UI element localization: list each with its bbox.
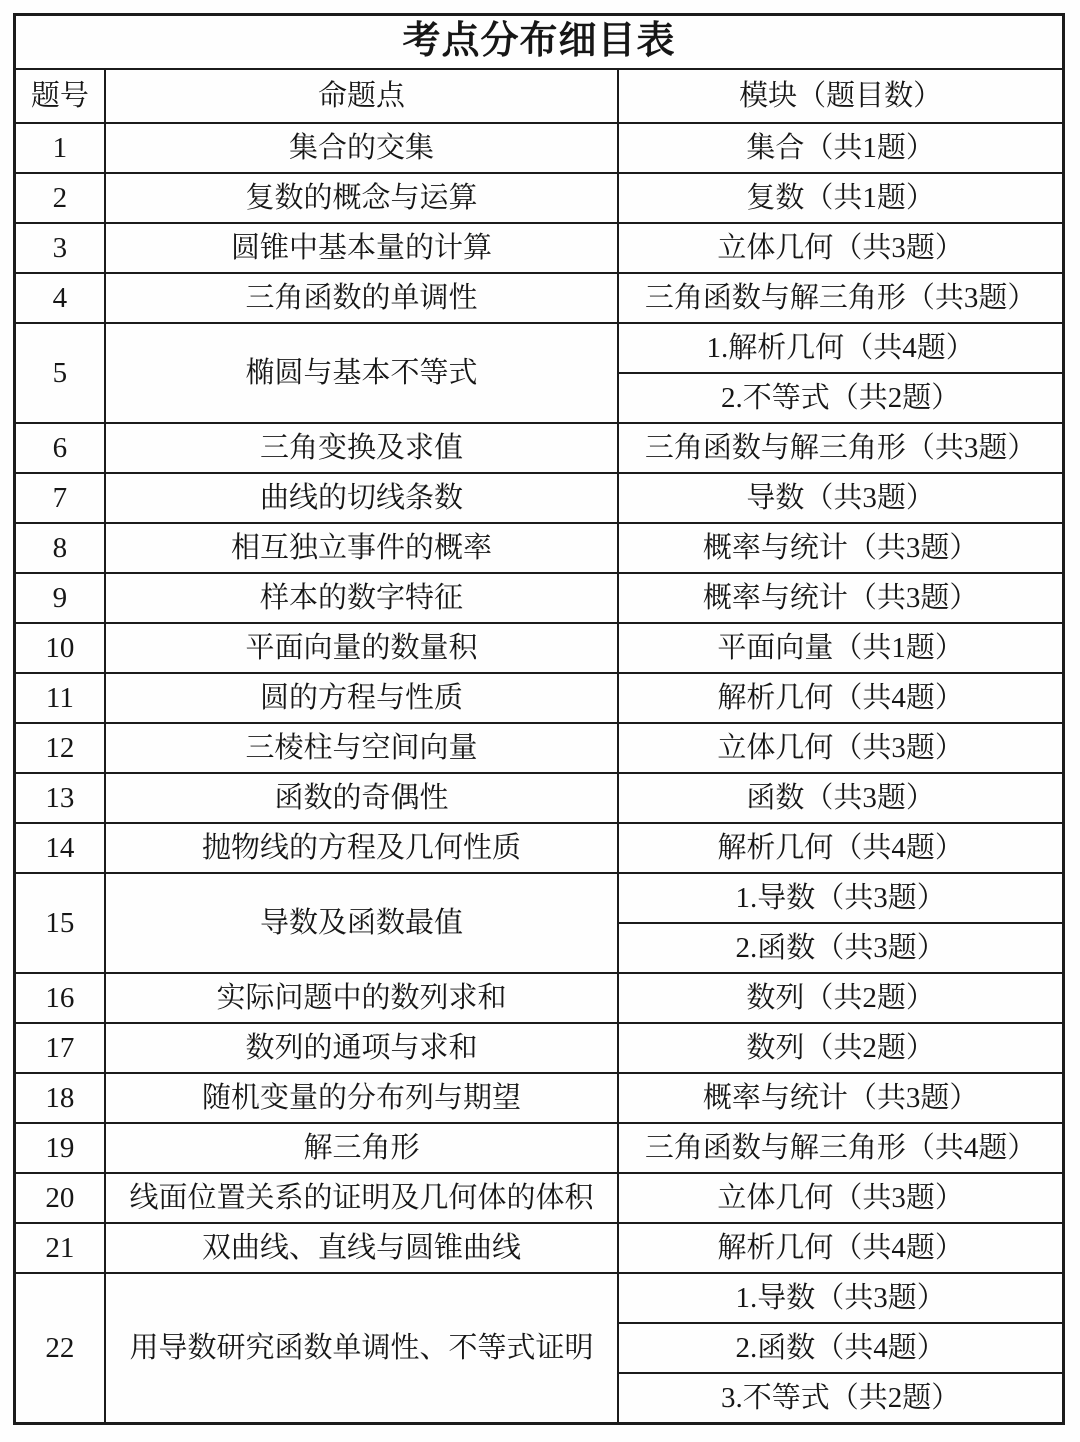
cell-question-number: 12 (15, 723, 105, 773)
cell-question-number: 4 (15, 273, 105, 323)
cell-module: 集合（共1题） (618, 123, 1063, 173)
cell-topic: 圆锥中基本量的计算 (105, 223, 618, 273)
table-row (15, 173, 1064, 223)
cell-module: 解析几何（共4题） (618, 1223, 1063, 1273)
cell-module: 2.不等式（共2题） (618, 373, 1063, 423)
cell-topic: 三角变换及求值 (105, 423, 618, 473)
cell-question-number: 20 (15, 1173, 105, 1223)
cell-module: 立体几何（共3题） (618, 1173, 1063, 1223)
table-row (15, 1173, 1064, 1223)
table-row (15, 673, 1064, 723)
cell-question-number: 8 (15, 523, 105, 573)
cell-module: 2.函数（共3题） (618, 923, 1063, 973)
cell-question-number: 1 (15, 123, 105, 173)
cell-module: 1.导数（共3题） (618, 1273, 1063, 1323)
table-head (15, 15, 1064, 124)
cell-topic: 三角函数的单调性 (105, 273, 618, 323)
table-row (15, 873, 1064, 923)
cell-module: 数列（共2题） (618, 973, 1063, 1023)
cell-question-number: 13 (15, 773, 105, 823)
table-row (15, 273, 1064, 323)
cell-topic: 函数的奇偶性 (105, 773, 618, 823)
cell-module: 概率与统计（共3题） (618, 523, 1063, 573)
table-row (15, 423, 1064, 473)
cell-topic: 导数及函数最值 (105, 873, 618, 973)
cell-topic: 双曲线、直线与圆锥曲线 (105, 1223, 618, 1273)
cell-topic: 用导数研究函数单调性、不等式证明 (105, 1273, 618, 1423)
cell-question-number: 16 (15, 973, 105, 1023)
cell-topic: 数列的通项与求和 (105, 1023, 618, 1073)
cell-topic: 集合的交集 (105, 123, 618, 173)
cell-topic: 椭圆与基本不等式 (105, 323, 618, 423)
cell-topic: 圆的方程与性质 (105, 673, 618, 723)
table-row (15, 573, 1064, 623)
table-row (15, 223, 1064, 273)
table-row (15, 123, 1064, 173)
table-body (15, 123, 1064, 1423)
cell-module: 概率与统计（共3题） (618, 573, 1063, 623)
cell-topic: 线面位置关系的证明及几何体的体积 (105, 1173, 618, 1223)
table-row (15, 473, 1064, 523)
cell-question-number: 21 (15, 1223, 105, 1273)
cell-question-number: 5 (15, 323, 105, 423)
cell-question-number: 17 (15, 1023, 105, 1073)
cell-module: 2.函数（共4题） (618, 1323, 1063, 1373)
cell-module: 复数（共1题） (618, 173, 1063, 223)
cell-module: 三角函数与解三角形（共3题） (618, 423, 1063, 473)
table-row (15, 1223, 1064, 1273)
cell-question-number: 18 (15, 1073, 105, 1123)
table-row (15, 723, 1064, 773)
cell-topic: 三棱柱与空间向量 (105, 723, 618, 773)
cell-topic: 解三角形 (105, 1123, 618, 1173)
cell-question-number: 14 (15, 823, 105, 873)
table-row (15, 773, 1064, 823)
exam-point-distribution-table (13, 13, 1065, 1425)
cell-topic: 实际问题中的数列求和 (105, 973, 618, 1023)
cell-question-number: 15 (15, 873, 105, 973)
cell-module: 三角函数与解三角形（共3题） (618, 273, 1063, 323)
cell-module: 三角函数与解三角形（共4题） (618, 1123, 1063, 1173)
table-header-row (15, 69, 1064, 123)
cell-question-number: 19 (15, 1123, 105, 1173)
cell-topic: 抛物线的方程及几何性质 (105, 823, 618, 873)
table-row (15, 323, 1064, 373)
cell-question-number: 11 (15, 673, 105, 723)
cell-topic: 相互独立事件的概率 (105, 523, 618, 573)
cell-module: 解析几何（共4题） (618, 673, 1063, 723)
cell-question-number: 9 (15, 573, 105, 623)
table-row (15, 823, 1064, 873)
cell-topic: 平面向量的数量积 (105, 623, 618, 673)
column-header-question-number: 题号 (15, 69, 105, 123)
table-row (15, 1023, 1064, 1073)
cell-module: 导数（共3题） (618, 473, 1063, 523)
cell-module: 1.导数（共3题） (618, 873, 1063, 923)
table-title-row (15, 15, 1064, 70)
cell-question-number: 2 (15, 173, 105, 223)
cell-module: 数列（共2题） (618, 1023, 1063, 1073)
table-row (15, 1073, 1064, 1123)
cell-topic: 曲线的切线条数 (105, 473, 618, 523)
cell-module: 立体几何（共3题） (618, 723, 1063, 773)
table-row (15, 1123, 1064, 1173)
cell-question-number: 22 (15, 1273, 105, 1423)
column-header-module: 模块（题目数） (618, 69, 1063, 123)
cell-module: 立体几何（共3题） (618, 223, 1063, 273)
column-header-topic: 命题点 (105, 69, 618, 123)
cell-question-number: 10 (15, 623, 105, 673)
cell-module: 函数（共3题） (618, 773, 1063, 823)
cell-question-number: 3 (15, 223, 105, 273)
cell-module: 概率与统计（共3题） (618, 1073, 1063, 1123)
cell-module: 3.不等式（共2题） (618, 1373, 1063, 1423)
table-row (15, 523, 1064, 573)
table-row (15, 973, 1064, 1023)
table-row (15, 1273, 1064, 1323)
cell-topic: 样本的数字特征 (105, 573, 618, 623)
cell-question-number: 7 (15, 473, 105, 523)
cell-topic: 复数的概念与运算 (105, 173, 618, 223)
cell-module: 解析几何（共4题） (618, 823, 1063, 873)
cell-question-number: 6 (15, 423, 105, 473)
cell-module: 平面向量（共1题） (618, 623, 1063, 673)
table-row (15, 623, 1064, 673)
cell-topic: 随机变量的分布列与期望 (105, 1073, 618, 1123)
table-title: 考点分布细目表 (15, 15, 1064, 70)
cell-module: 1.解析几何（共4题） (618, 323, 1063, 373)
